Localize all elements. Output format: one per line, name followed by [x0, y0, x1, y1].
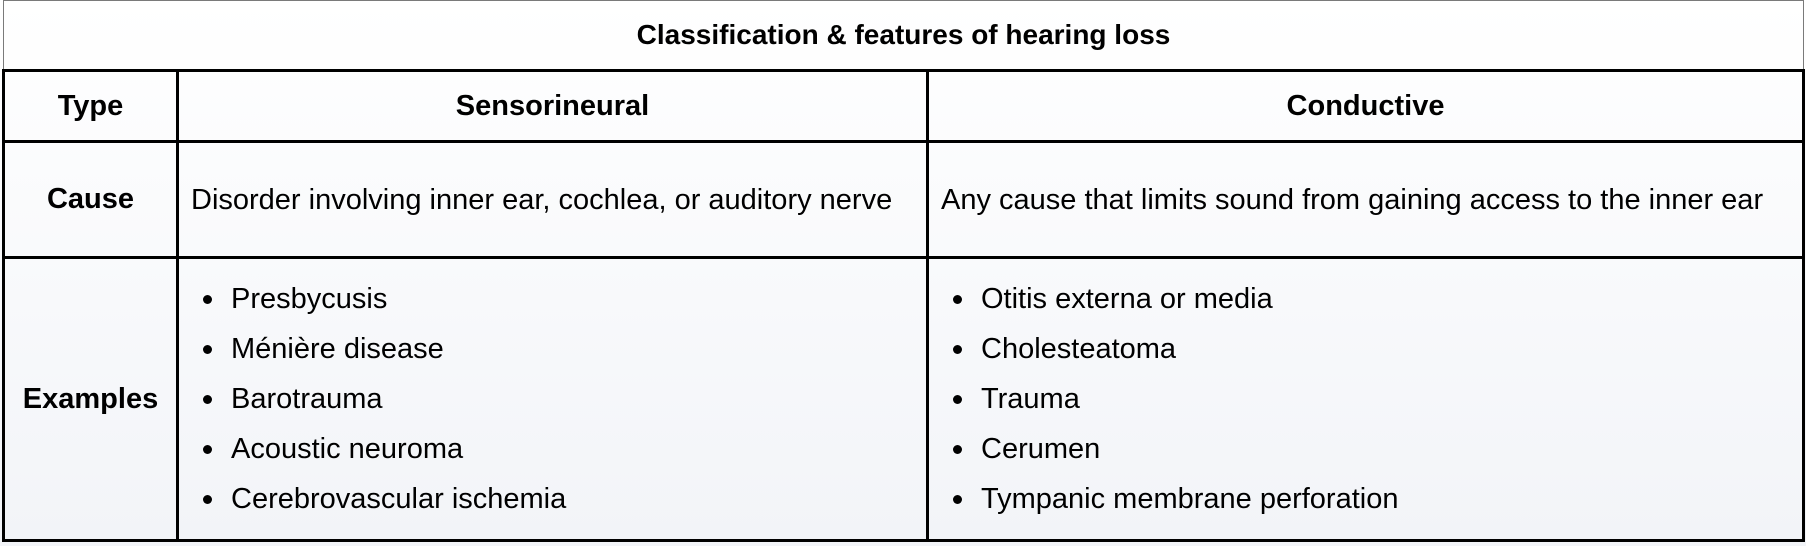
- examples-row: [4, 258, 1804, 541]
- cause-row: [4, 142, 1804, 258]
- list-item: Barotrauma: [231, 374, 916, 424]
- table-title: Classification & features of hearing loss: [4, 1, 1804, 71]
- header-conductive: Conductive: [928, 71, 1804, 142]
- list-item: Acoustic neuroma: [231, 424, 916, 474]
- conductive-examples-list: [941, 274, 1792, 524]
- cause-conductive: Any cause that limits sound from gaining access to the inner ear: [928, 142, 1804, 258]
- list-item: Cerebrovascular ischemia: [231, 474, 916, 524]
- title-row: [4, 1, 1804, 71]
- list-item: Ménière disease: [231, 324, 916, 374]
- list-item: Otitis externa or media: [981, 274, 1792, 324]
- header-sensorineural: Sensorineural: [178, 71, 928, 142]
- cause-label: Cause: [4, 142, 178, 258]
- examples-label: Examples: [4, 258, 178, 541]
- list-item: Cholesteatoma: [981, 324, 1792, 374]
- list-item: Presbycusis: [231, 274, 916, 324]
- header-row: [4, 71, 1804, 142]
- sensorineural-examples-list: [191, 274, 916, 524]
- examples-sensorineural: [178, 258, 928, 541]
- list-item: Tympanic membrane perforation: [981, 474, 1792, 524]
- header-type: Type: [4, 71, 178, 142]
- hearing-loss-table: [2, 0, 1805, 542]
- cause-sensorineural: Disorder involving inner ear, cochlea, or auditory nerve: [178, 142, 928, 258]
- list-item: Cerumen: [981, 424, 1792, 474]
- list-item: Trauma: [981, 374, 1792, 424]
- examples-conductive: [928, 258, 1804, 541]
